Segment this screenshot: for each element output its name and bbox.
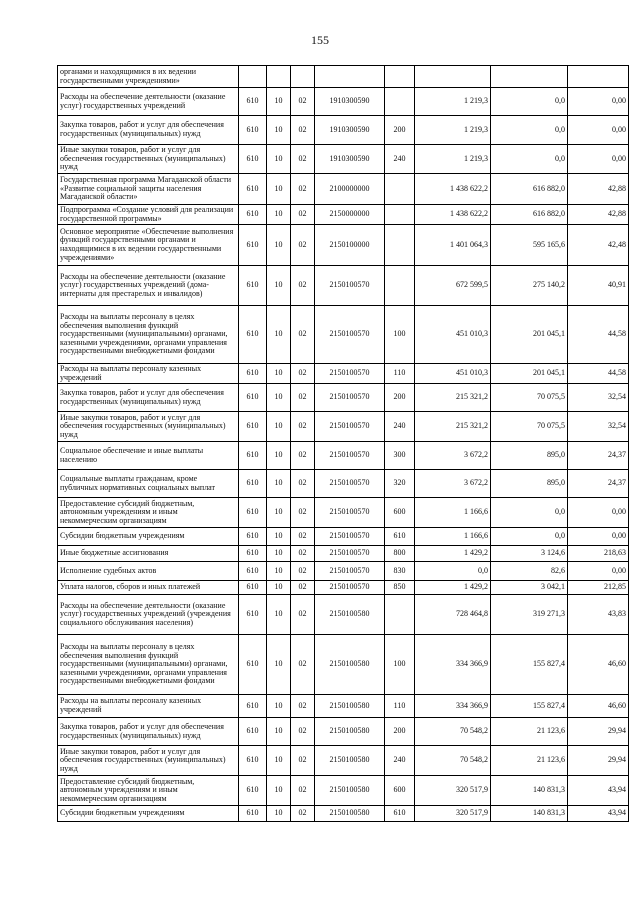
expense-type-cell: 610 xyxy=(385,528,415,546)
ministry-code-cell: 610 xyxy=(239,88,267,116)
table-row xyxy=(58,776,629,806)
table-row xyxy=(58,88,629,116)
actual-amount-cell: 0,0 xyxy=(491,88,568,116)
section-code-cell: 10 xyxy=(267,776,291,806)
ministry-code-cell: 610 xyxy=(239,174,267,205)
plan-amount-cell: 215 321,2 xyxy=(415,412,491,442)
expense-type-cell xyxy=(385,595,415,635)
subsection-code-cell xyxy=(291,66,315,88)
table-row xyxy=(58,581,629,595)
expense-type-cell: 800 xyxy=(385,546,415,562)
plan-amount-cell: 728 464,8 xyxy=(415,595,491,635)
subsection-code-cell: 02 xyxy=(291,412,315,442)
section-code-cell: 10 xyxy=(267,384,291,412)
section-code-cell: 10 xyxy=(267,695,291,718)
target-article-cell: 2150100570 xyxy=(315,562,385,581)
plan-amount-cell: 1 438 622,2 xyxy=(415,205,491,225)
table-body xyxy=(58,66,629,822)
subsection-code-cell: 02 xyxy=(291,470,315,498)
section-code-cell: 10 xyxy=(267,595,291,635)
expense-type-cell: 850 xyxy=(385,581,415,595)
table-row xyxy=(58,412,629,442)
row-name-cell: Закупка товаров, работ и услуг для обеспечения государственных (муниципальных) нужд xyxy=(58,116,239,145)
table-row xyxy=(58,718,629,746)
table-row xyxy=(58,695,629,718)
plan-amount-cell xyxy=(415,66,491,88)
execution-percent-cell: 0,00 xyxy=(568,88,629,116)
subsection-code-cell: 02 xyxy=(291,225,315,266)
row-name-cell: Иные бюджетные ассигнования xyxy=(58,546,239,562)
ministry-code-cell: 610 xyxy=(239,546,267,562)
ministry-code-cell: 610 xyxy=(239,266,267,306)
section-code-cell: 10 xyxy=(267,306,291,364)
ministry-code-cell: 610 xyxy=(239,635,267,695)
table-row xyxy=(58,442,629,470)
table-row xyxy=(58,562,629,581)
section-code-cell: 10 xyxy=(267,145,291,174)
target-article-cell: 2150100570 xyxy=(315,498,385,528)
actual-amount-cell: 201 045,1 xyxy=(491,306,568,364)
plan-amount-cell: 1 429,2 xyxy=(415,546,491,562)
expense-type-cell: 240 xyxy=(385,412,415,442)
actual-amount-cell: 140 831,3 xyxy=(491,806,568,822)
table-row xyxy=(58,306,629,364)
target-article-cell: 2150100570 xyxy=(315,306,385,364)
section-code-cell: 10 xyxy=(267,442,291,470)
target-article-cell: 2150000000 xyxy=(315,205,385,225)
table-row xyxy=(58,528,629,546)
section-code-cell: 10 xyxy=(267,528,291,546)
plan-amount-cell: 334 366,9 xyxy=(415,635,491,695)
target-article-cell: 2150100570 xyxy=(315,364,385,384)
row-name-cell: Предоставление субсидий бюджетным, автономным учреждениям и иным некоммерческим организациям xyxy=(58,776,239,806)
expense-type-cell: 600 xyxy=(385,776,415,806)
target-article-cell: 2150100580 xyxy=(315,635,385,695)
section-code-cell: 10 xyxy=(267,746,291,776)
plan-amount-cell: 1 219,3 xyxy=(415,145,491,174)
expense-type-cell xyxy=(385,88,415,116)
row-name-cell: Иные закупки товаров, работ и услуг для обеспечения государственных (муниципальных) нужд xyxy=(58,412,239,442)
actual-amount-cell: 70 075,5 xyxy=(491,384,568,412)
execution-percent-cell: 0,00 xyxy=(568,528,629,546)
ministry-code-cell: 610 xyxy=(239,776,267,806)
actual-amount-cell: 616 882,0 xyxy=(491,205,568,225)
table-row xyxy=(58,364,629,384)
plan-amount-cell: 215 321,2 xyxy=(415,384,491,412)
expense-type-cell: 200 xyxy=(385,718,415,746)
actual-amount-cell: 140 831,3 xyxy=(491,776,568,806)
row-name-cell: Иные закупки товаров, работ и услуг для обеспечения государственных (муниципальных) нужд xyxy=(58,145,239,174)
section-code-cell: 10 xyxy=(267,364,291,384)
row-name-cell: Расходы на обеспечение деятельности (оказание услуг) государственных учреждений (учреждения социального обслуживания населения) xyxy=(58,595,239,635)
plan-amount-cell: 451 010,3 xyxy=(415,364,491,384)
expense-type-cell: 830 xyxy=(385,562,415,581)
subsection-code-cell: 02 xyxy=(291,695,315,718)
table-row xyxy=(58,145,629,174)
target-article-cell: 2150100570 xyxy=(315,442,385,470)
target-article-cell: 2150100580 xyxy=(315,718,385,746)
target-article-cell: 1910300590 xyxy=(315,88,385,116)
section-code-cell: 10 xyxy=(267,205,291,225)
ministry-code-cell: 610 xyxy=(239,205,267,225)
subsection-code-cell: 02 xyxy=(291,595,315,635)
budget-table xyxy=(57,65,629,822)
target-article-cell xyxy=(315,66,385,88)
plan-amount-cell: 0,0 xyxy=(415,562,491,581)
execution-percent-cell: 44,58 xyxy=(568,364,629,384)
row-name-cell: Предоставление субсидий бюджетным, автономным учреждениям и иным некоммерческим организациям xyxy=(58,498,239,528)
plan-amount-cell: 1 166,6 xyxy=(415,528,491,546)
target-article-cell: 1910300590 xyxy=(315,145,385,174)
execution-percent-cell: 46,60 xyxy=(568,635,629,695)
expense-type-cell xyxy=(385,205,415,225)
table-row xyxy=(58,546,629,562)
ministry-code-cell: 610 xyxy=(239,562,267,581)
plan-amount-cell: 1 438 622,2 xyxy=(415,174,491,205)
ministry-code-cell: 610 xyxy=(239,470,267,498)
subsection-code-cell: 02 xyxy=(291,88,315,116)
execution-percent-cell: 0,00 xyxy=(568,116,629,145)
plan-amount-cell: 1 166,6 xyxy=(415,498,491,528)
row-name-cell: Иные закупки товаров, работ и услуг для обеспечения государственных (муниципальных) нужд xyxy=(58,746,239,776)
subsection-code-cell: 02 xyxy=(291,528,315,546)
actual-amount-cell: 0,0 xyxy=(491,498,568,528)
table-row xyxy=(58,635,629,695)
expense-type-cell: 100 xyxy=(385,306,415,364)
target-article-cell: 2150100570 xyxy=(315,412,385,442)
section-code-cell: 10 xyxy=(267,412,291,442)
execution-percent-cell: 212,85 xyxy=(568,581,629,595)
row-name-cell: Социальные выплаты гражданам, кроме публичных нормативных социальных выплат xyxy=(58,470,239,498)
section-code-cell: 10 xyxy=(267,546,291,562)
ministry-code-cell: 610 xyxy=(239,528,267,546)
subsection-code-cell: 02 xyxy=(291,746,315,776)
target-article-cell: 2150100570 xyxy=(315,384,385,412)
table-row xyxy=(58,66,629,88)
table-row xyxy=(58,806,629,822)
plan-amount-cell: 3 672,2 xyxy=(415,442,491,470)
execution-percent-cell: 32,54 xyxy=(568,384,629,412)
subsection-code-cell: 02 xyxy=(291,174,315,205)
execution-percent-cell xyxy=(568,66,629,88)
target-article-cell: 2150100580 xyxy=(315,695,385,718)
execution-percent-cell: 43,83 xyxy=(568,595,629,635)
section-code-cell: 10 xyxy=(267,225,291,266)
subsection-code-cell: 02 xyxy=(291,145,315,174)
expense-type-cell: 300 xyxy=(385,442,415,470)
section-code-cell: 10 xyxy=(267,806,291,822)
actual-amount-cell: 319 271,3 xyxy=(491,595,568,635)
row-name-cell: Расходы на обеспечение деятельности (оказание услуг) государственных учреждений xyxy=(58,88,239,116)
plan-amount-cell: 70 548,2 xyxy=(415,746,491,776)
ministry-code-cell: 610 xyxy=(239,746,267,776)
row-name-cell: Субсидии бюджетным учреждениям xyxy=(58,528,239,546)
plan-amount-cell: 1 401 064,3 xyxy=(415,225,491,266)
target-article-cell: 2100000000 xyxy=(315,174,385,205)
expense-type-cell xyxy=(385,66,415,88)
expense-type-cell: 610 xyxy=(385,806,415,822)
actual-amount-cell: 895,0 xyxy=(491,442,568,470)
row-name-cell: Закупка товаров, работ и услуг для обеспечения государственных (муниципальных) нужд xyxy=(58,718,239,746)
section-code-cell: 10 xyxy=(267,635,291,695)
target-article-cell: 2150100570 xyxy=(315,546,385,562)
ministry-code-cell: 610 xyxy=(239,442,267,470)
plan-amount-cell: 70 548,2 xyxy=(415,718,491,746)
section-code-cell: 10 xyxy=(267,470,291,498)
actual-amount-cell: 155 827,4 xyxy=(491,635,568,695)
actual-amount-cell: 21 123,6 xyxy=(491,718,568,746)
plan-amount-cell: 672 599,5 xyxy=(415,266,491,306)
execution-percent-cell: 0,00 xyxy=(568,145,629,174)
actual-amount-cell: 0,0 xyxy=(491,528,568,546)
ministry-code-cell: 610 xyxy=(239,306,267,364)
target-article-cell: 2150100570 xyxy=(315,470,385,498)
ministry-code-cell: 610 xyxy=(239,581,267,595)
actual-amount-cell: 0,0 xyxy=(491,145,568,174)
subsection-code-cell: 02 xyxy=(291,364,315,384)
table-row xyxy=(58,470,629,498)
target-article-cell: 2150100570 xyxy=(315,266,385,306)
row-name-cell: Подпрограмма «Создание условий для реализации государственной программы» xyxy=(58,205,239,225)
execution-percent-cell: 43,94 xyxy=(568,776,629,806)
page-number: 155 xyxy=(311,33,329,47)
subsection-code-cell: 02 xyxy=(291,384,315,412)
subsection-code-cell: 02 xyxy=(291,266,315,306)
ministry-code-cell: 610 xyxy=(239,718,267,746)
ministry-code-cell: 610 xyxy=(239,225,267,266)
table-row xyxy=(58,746,629,776)
section-code-cell: 10 xyxy=(267,174,291,205)
section-code-cell: 10 xyxy=(267,88,291,116)
table-row xyxy=(58,266,629,306)
expense-type-cell xyxy=(385,225,415,266)
row-name-cell: Субсидии бюджетным учреждениям xyxy=(58,806,239,822)
table-row xyxy=(58,116,629,145)
expense-type-cell xyxy=(385,174,415,205)
table-row xyxy=(58,225,629,266)
ministry-code-cell: 610 xyxy=(239,695,267,718)
section-code-cell: 10 xyxy=(267,116,291,145)
subsection-code-cell: 02 xyxy=(291,546,315,562)
execution-percent-cell: 42,88 xyxy=(568,205,629,225)
target-article-cell: 2150100580 xyxy=(315,776,385,806)
section-code-cell: 10 xyxy=(267,718,291,746)
plan-amount-cell: 1 429,2 xyxy=(415,581,491,595)
table-row xyxy=(58,174,629,205)
execution-percent-cell: 29,94 xyxy=(568,746,629,776)
expense-type-cell: 240 xyxy=(385,145,415,174)
ministry-code-cell: 610 xyxy=(239,384,267,412)
actual-amount-cell: 0,0 xyxy=(491,116,568,145)
subsection-code-cell: 02 xyxy=(291,581,315,595)
actual-amount-cell: 616 882,0 xyxy=(491,174,568,205)
expense-type-cell: 240 xyxy=(385,746,415,776)
target-article-cell: 2150100570 xyxy=(315,581,385,595)
section-code-cell: 10 xyxy=(267,562,291,581)
expense-type-cell: 100 xyxy=(385,635,415,695)
subsection-code-cell: 02 xyxy=(291,718,315,746)
execution-percent-cell: 32,54 xyxy=(568,412,629,442)
target-article-cell: 2150100580 xyxy=(315,746,385,776)
actual-amount-cell: 70 075,5 xyxy=(491,412,568,442)
ministry-code-cell: 610 xyxy=(239,595,267,635)
execution-percent-cell: 42,88 xyxy=(568,174,629,205)
actual-amount-cell: 275 140,2 xyxy=(491,266,568,306)
row-name-cell: Социальное обеспечение и иные выплаты населению xyxy=(58,442,239,470)
execution-percent-cell: 46,60 xyxy=(568,695,629,718)
section-code-cell: 10 xyxy=(267,581,291,595)
target-article-cell: 2150100580 xyxy=(315,806,385,822)
execution-percent-cell: 24,37 xyxy=(568,442,629,470)
target-article-cell: 2150100570 xyxy=(315,528,385,546)
ministry-code-cell: 610 xyxy=(239,412,267,442)
target-article-cell: 2150100580 xyxy=(315,595,385,635)
expense-type-cell xyxy=(385,266,415,306)
section-code-cell: 10 xyxy=(267,498,291,528)
expense-type-cell: 320 xyxy=(385,470,415,498)
plan-amount-cell: 451 010,3 xyxy=(415,306,491,364)
execution-percent-cell: 0,00 xyxy=(568,562,629,581)
expense-type-cell: 110 xyxy=(385,695,415,718)
target-article-cell: 2150100000 xyxy=(315,225,385,266)
subsection-code-cell: 02 xyxy=(291,776,315,806)
table-row xyxy=(58,498,629,528)
execution-percent-cell: 218,63 xyxy=(568,546,629,562)
target-article-cell: 1910300590 xyxy=(315,116,385,145)
subsection-code-cell: 02 xyxy=(291,442,315,470)
plan-amount-cell: 334 366,9 xyxy=(415,695,491,718)
expense-type-cell: 600 xyxy=(385,498,415,528)
actual-amount-cell: 155 827,4 xyxy=(491,695,568,718)
ministry-code-cell: 610 xyxy=(239,116,267,145)
execution-percent-cell: 29,94 xyxy=(568,718,629,746)
actual-amount-cell: 595 165,6 xyxy=(491,225,568,266)
row-name-cell: Расходы на выплаты персоналу в целях обеспечения выполнения функций государственными (муниципальными) органами, казенными учреждениями, органами управления государственными внебюджетными фондами xyxy=(58,635,239,695)
table-row xyxy=(58,384,629,412)
row-name-cell: Расходы на выплаты персоналу казенных учреждений xyxy=(58,364,239,384)
execution-percent-cell: 44,58 xyxy=(568,306,629,364)
subsection-code-cell: 02 xyxy=(291,562,315,581)
row-name-cell: Государственная программа Магаданской области «Развитие социальной защиты населения Магаданской области» xyxy=(58,174,239,205)
plan-amount-cell: 320 517,9 xyxy=(415,776,491,806)
actual-amount-cell: 3 124,6 xyxy=(491,546,568,562)
table-row xyxy=(58,595,629,635)
row-name-cell: Расходы на выплаты персоналу казенных учреждений xyxy=(58,695,239,718)
subsection-code-cell: 02 xyxy=(291,498,315,528)
subsection-code-cell: 02 xyxy=(291,806,315,822)
subsection-code-cell: 02 xyxy=(291,205,315,225)
row-name-cell: Расходы на выплаты персоналу в целях обеспечения выполнения функций государственными (муниципальными) органами, казенными учреждениями, органами управления государственными внебюджетными фондами xyxy=(58,306,239,364)
table-row xyxy=(58,205,629,225)
expense-type-cell: 200 xyxy=(385,384,415,412)
row-name-cell: Исполнение судебных актов xyxy=(58,562,239,581)
row-name-cell: органами и находящимися в их ведении государственными учреждениями» xyxy=(58,66,239,88)
actual-amount-cell: 895,0 xyxy=(491,470,568,498)
execution-percent-cell: 40,91 xyxy=(568,266,629,306)
row-name-cell: Основное мероприятие «Обеспечение выполнения функций государственными органами и находящимися в их ведении государственными учреждениями» xyxy=(58,225,239,266)
row-name-cell: Закупка товаров, работ и услуг для обеспечения государственных (муниципальных) нужд xyxy=(58,384,239,412)
execution-percent-cell: 0,00 xyxy=(568,498,629,528)
expense-type-cell: 200 xyxy=(385,116,415,145)
subsection-code-cell: 02 xyxy=(291,116,315,145)
actual-amount-cell: 82,6 xyxy=(491,562,568,581)
ministry-code-cell xyxy=(239,66,267,88)
execution-percent-cell: 43,94 xyxy=(568,806,629,822)
row-name-cell: Уплата налогов, сборов и иных платежей xyxy=(58,581,239,595)
expense-type-cell: 110 xyxy=(385,364,415,384)
ministry-code-cell: 610 xyxy=(239,145,267,174)
section-code-cell xyxy=(267,66,291,88)
plan-amount-cell: 3 672,2 xyxy=(415,470,491,498)
ministry-code-cell: 610 xyxy=(239,498,267,528)
actual-amount-cell: 201 045,1 xyxy=(491,364,568,384)
plan-amount-cell: 320 517,9 xyxy=(415,806,491,822)
actual-amount-cell: 21 123,6 xyxy=(491,746,568,776)
subsection-code-cell: 02 xyxy=(291,635,315,695)
plan-amount-cell: 1 219,3 xyxy=(415,88,491,116)
actual-amount-cell xyxy=(491,66,568,88)
subsection-code-cell: 02 xyxy=(291,306,315,364)
ministry-code-cell: 610 xyxy=(239,364,267,384)
ministry-code-cell: 610 xyxy=(239,806,267,822)
section-code-cell: 10 xyxy=(267,266,291,306)
row-name-cell: Расходы на обеспечение деятельности (оказание услуг) государственных учреждений (дома-интернаты для престарелых и инвалидов) xyxy=(58,266,239,306)
plan-amount-cell: 1 219,3 xyxy=(415,116,491,145)
execution-percent-cell: 42,48 xyxy=(568,225,629,266)
execution-percent-cell: 24,37 xyxy=(568,470,629,498)
actual-amount-cell: 3 042,1 xyxy=(491,581,568,595)
